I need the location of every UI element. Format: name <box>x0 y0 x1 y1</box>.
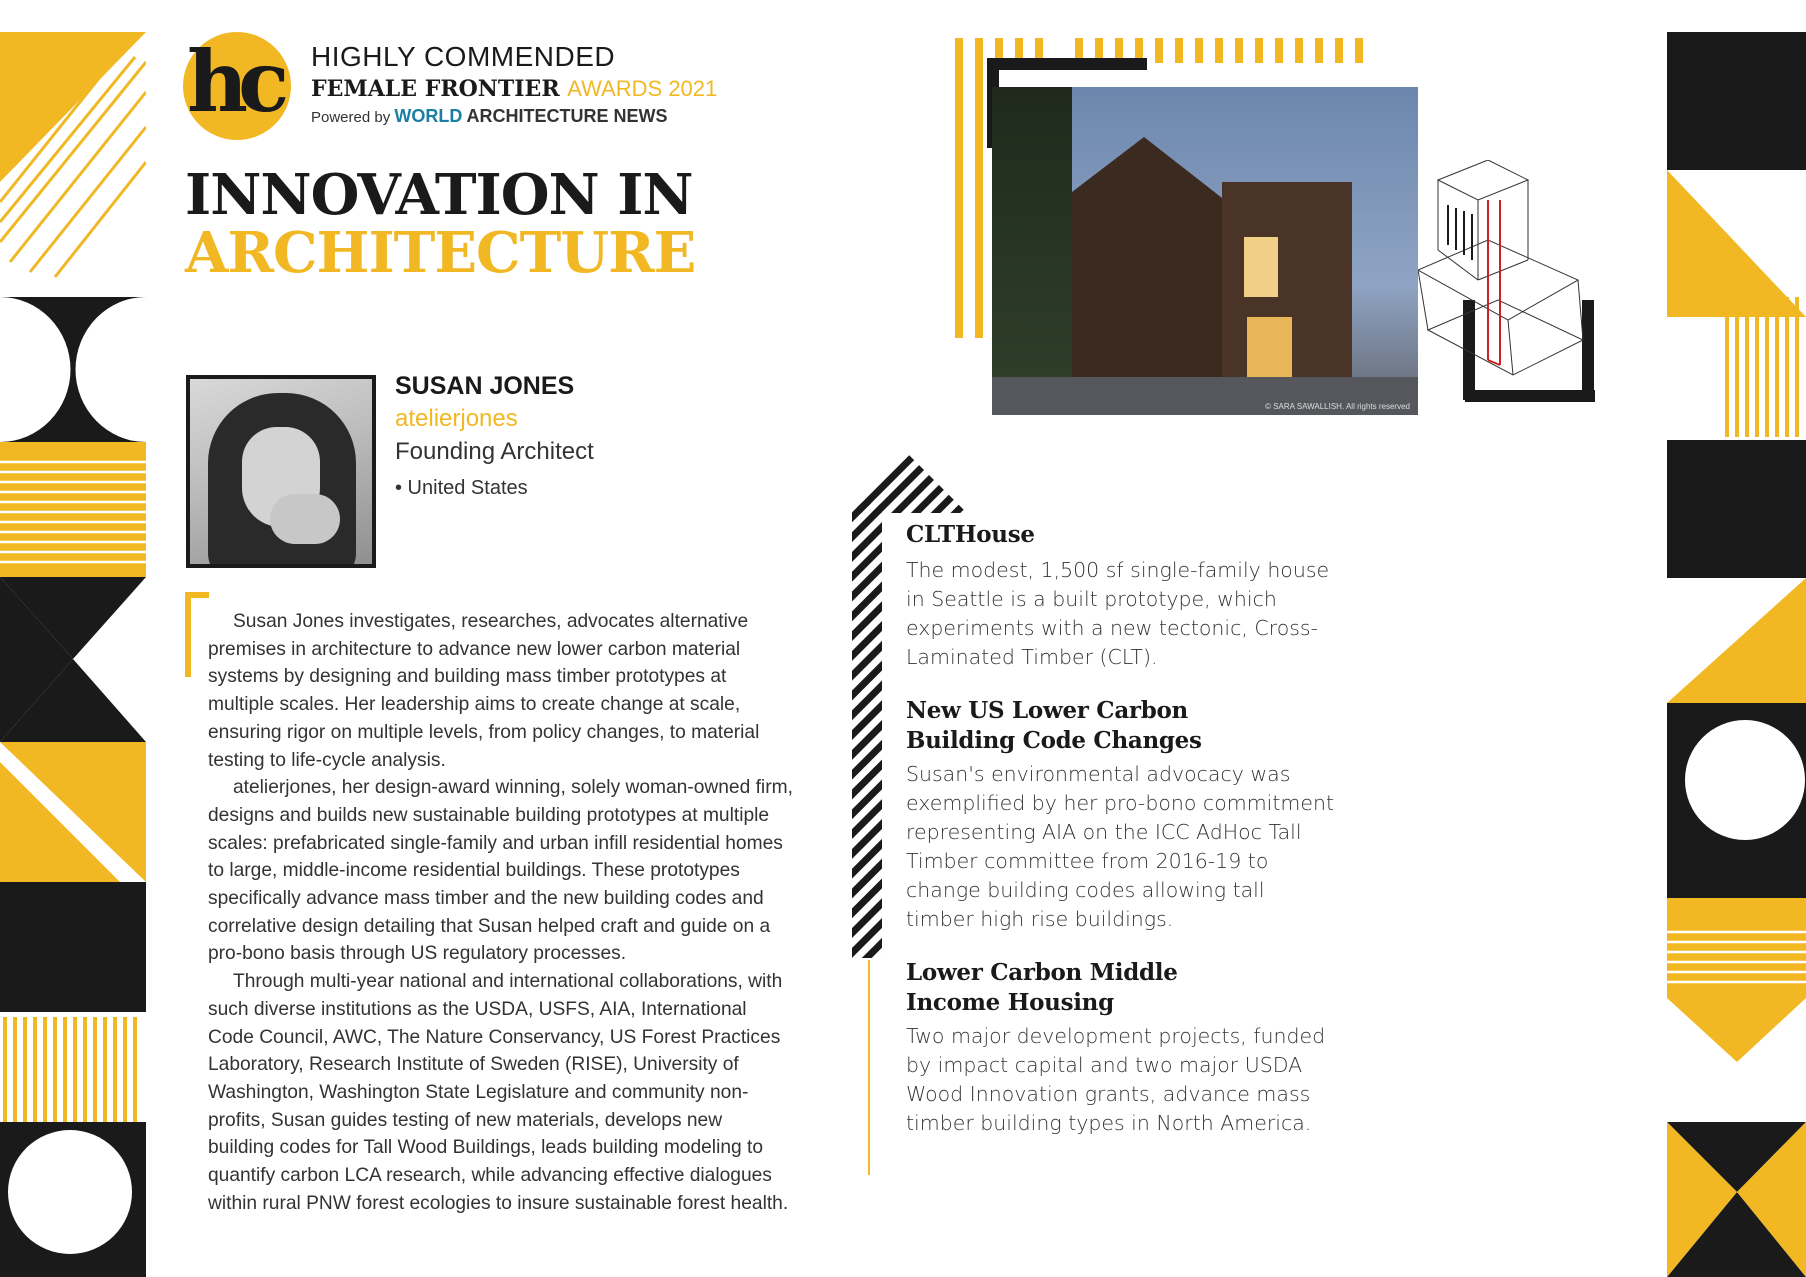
award-powered-by <box>311 106 668 127</box>
section-heading-clthouse: CLTHouse <box>906 521 1035 548</box>
person-country: • United States <box>395 477 528 499</box>
award-name <box>311 76 717 102</box>
section-text-building-code: Susan's environmental advocacy was exemplified by her pro-bono commitment representing AIA on the ICC AdHoc Tall Timber committee from 2016-19 to change building codes allowing tall timber high rise buildings. <box>906 762 1335 931</box>
section-heading-building-code: New US Lower Carbon Building Code Changes <box>906 697 1202 754</box>
section-heading-housing: Lower Carbon Middle Income Housing <box>906 959 1178 1016</box>
right-decorative-pattern <box>1667 32 1806 1277</box>
hc-logo-text: hc <box>187 32 280 131</box>
page-title-line1: INNOVATION IN <box>185 162 693 228</box>
section-text-housing: Two major development projects, funded by impact capital and two major USDA Wood Innovation grants, advance mass timber building types in North America. <box>906 1024 1326 1135</box>
wan-rest: ARCHITECTURE NEWS <box>466 106 668 126</box>
axonometric-sketch <box>1418 160 1586 395</box>
portrait-photo <box>186 375 376 568</box>
left-decorative-pattern <box>0 32 146 1277</box>
award-year: AWARDS 2021 <box>567 76 718 101</box>
bio-paragraph: Through multi-year national and international collaborations, with such diverse institutions as the USDA, USFS, AIA, International Code Council, AWC, The Nature Conservancy, US Forest Practices Laboratory, Research Institute of Sweden (RISE), University of Washington, Washington State Legislature and community non-profits, Susan guides testing of new materials, develops new building codes for Tall Wood Buildings, leads building modeling to quantify carbon LCA research, while advancing effective dialogues within rural PNW forest ecologies to insure sustainable forest health. <box>208 971 789 1214</box>
yellow-vertical-rule <box>868 960 870 1175</box>
bio-bracket-decoration <box>185 592 209 677</box>
section-text-clthouse: The modest, 1,500 sf single-family house in Seattle is a built prototype, which experiments with a new tectonic, Cross-Laminated Timber (CLT). <box>906 558 1330 669</box>
hc-logo <box>183 32 291 140</box>
bio-paragraph: Susan Jones investigates, researches, advocates alternative premises in architecture to advance new lower carbon material systems by designing and building mass timber prototypes at multiple scales. Her leadership aims to create change at scale, ensuring rigor on multiple levels, from policy changes, to material testing to life-cycle analysis. <box>208 611 760 771</box>
bio-text <box>208 608 793 1217</box>
photo-credit: © SARA SAWALLISH. All rights reserved <box>1265 402 1410 411</box>
bio-paragraph: atelierjones, her design-award winning, solely woman-owned firm, designs and builds new sustainable building prototypes at multiple scales: prefabricated single-family and urban infill residential homes to large, middle-income residential buildings. These prototypes specifically advance mass timber and the new building codes and correlative design detailing that Susan helped craft and guide on a pro-bono basis through US regulatory processes. <box>208 777 793 965</box>
wan-world: WORLD <box>394 106 463 126</box>
person-name: SUSAN JONES <box>395 372 575 400</box>
clt-house-photo <box>992 87 1418 415</box>
page-title-line2: ARCHITECTURE <box>185 220 696 286</box>
person-role: Founding Architect <box>395 438 594 465</box>
powered-by-label: Powered by <box>311 109 391 126</box>
award-name-bold: FEMALE FRONTIER <box>311 76 560 102</box>
award-title: HIGHLY COMMENDED <box>311 41 616 72</box>
person-firm: atelierjones <box>395 405 518 432</box>
